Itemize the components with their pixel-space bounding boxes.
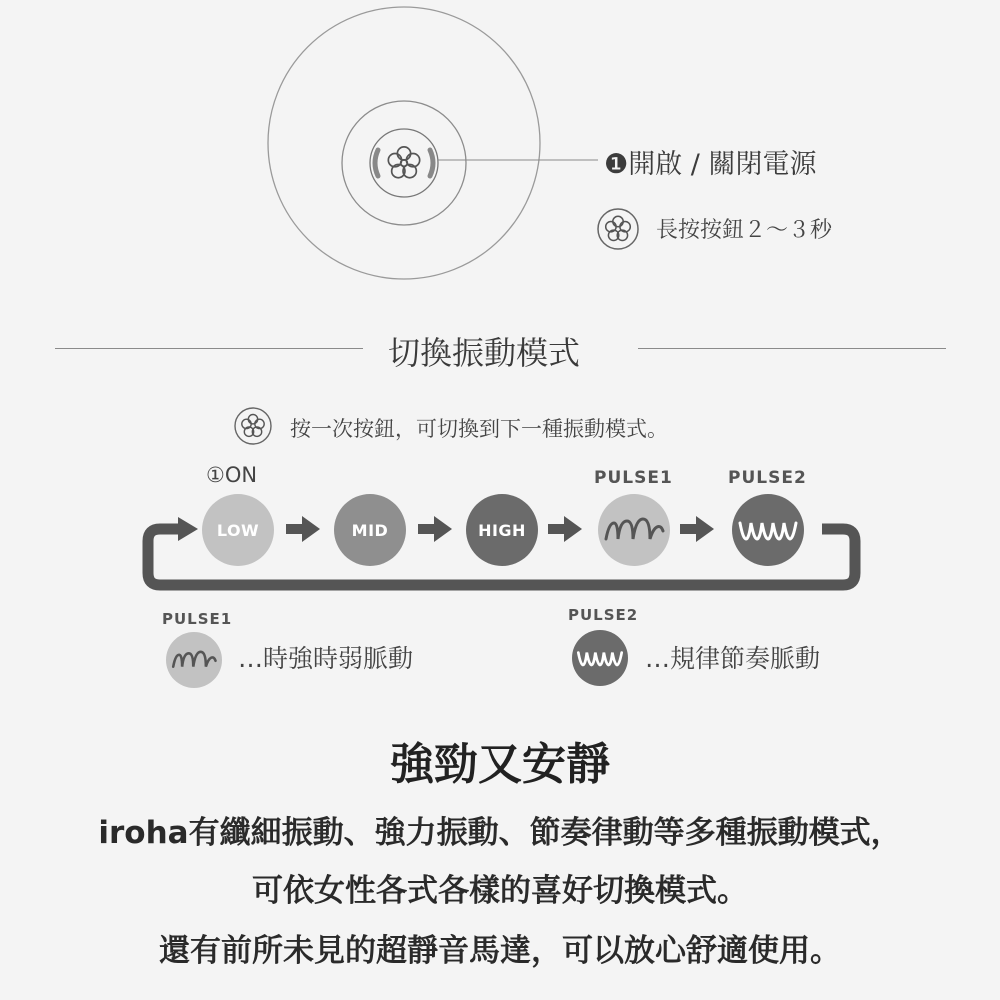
section-title: 切換振動模式 <box>388 334 581 372</box>
feature-heading: 強勁又安靜 <box>390 739 610 790</box>
mode-high-label: HIGH <box>478 520 526 540</box>
pulse2-caption: PULSE2 <box>728 468 807 488</box>
irregular-wave-icon <box>171 648 217 672</box>
legend-pulse2-title: PULSE2 <box>568 606 639 624</box>
mode-pulse1 <box>598 494 670 566</box>
feature-line-1: iroha有纖細振動、強力振動、節奏律動等多種振動模式， <box>98 815 902 851</box>
feature-line-2: 可依女性各式各樣的喜好切換模式。 <box>252 873 748 909</box>
legend-pulse1-icon <box>166 632 222 688</box>
legend-pulse1-title: PULSE1 <box>162 610 233 628</box>
legend-pulse2-desc: …規律節奏脈動 <box>645 644 821 673</box>
pulse1-caption: PULSE1 <box>594 468 673 488</box>
irregular-wave-icon <box>603 515 665 545</box>
on-label: ①ON <box>206 463 258 487</box>
legend-pulse2-icon <box>572 630 628 686</box>
feature-line-3: 還有前所未見的超靜音馬達，可以放心舒適使用。 <box>159 933 841 969</box>
mode-pulse2 <box>732 494 804 566</box>
regular-wave-icon <box>576 646 624 670</box>
mode-high <box>466 494 538 566</box>
legend-pulse1-desc: …時強時弱脈動 <box>238 644 414 673</box>
switch-instruction: 按一次按鈕，可切換到下一種振動模式。 <box>290 417 668 441</box>
mode-mid-label: MID <box>351 520 389 540</box>
regular-wave-icon <box>737 515 799 545</box>
power-toggle-label: ❶開啟 / 關閉電源 <box>604 149 817 180</box>
mode-low <box>202 494 274 566</box>
mode-low-label: LOW <box>216 520 260 540</box>
long-press-hint: 長按按鈕２～３秒 <box>656 218 833 243</box>
mode-mid <box>334 494 406 566</box>
